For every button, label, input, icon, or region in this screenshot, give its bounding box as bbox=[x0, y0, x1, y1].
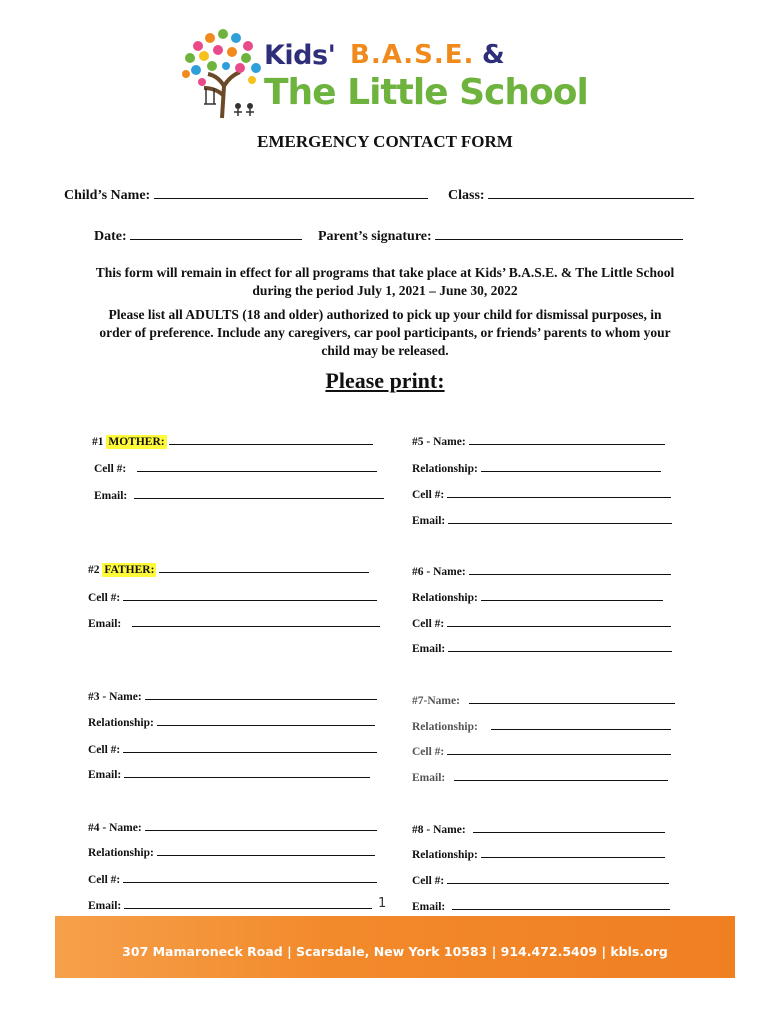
contact-5-name-row bbox=[412, 432, 665, 448]
please-print-heading: Please print: bbox=[325, 368, 445, 393]
adults-line-2: order of preference. Include any caregivers, car pool participants, or friends’ parents to whom your bbox=[99, 325, 671, 340]
contact-8-name-field[interactable] bbox=[473, 820, 665, 833]
contact-1-name-row bbox=[92, 432, 373, 448]
contact-5-cell-field[interactable] bbox=[447, 485, 671, 498]
contact-6-cell-label: Cell #: bbox=[412, 618, 445, 630]
adults-line-3: child may be released. bbox=[321, 343, 449, 358]
child-name-row bbox=[64, 186, 428, 204]
effect-line-1: This form will remain in effect for all programs that take place at Kids’ B.A.S.E. & The Little School bbox=[95, 265, 675, 280]
school-logo bbox=[178, 26, 598, 121]
contact-5-name-label: #5 - Name: bbox=[412, 436, 466, 448]
contact-2-cell-row bbox=[88, 588, 377, 604]
contact-4-name-field[interactable] bbox=[145, 818, 377, 831]
contact-4-cell-label: Cell #: bbox=[88, 874, 121, 886]
effect-paragraph bbox=[50, 264, 720, 300]
contact-7-cell-label: Cell #: bbox=[412, 746, 445, 758]
contact-1-email-row bbox=[94, 486, 384, 502]
contact-8-name-label: #8 - Name: bbox=[412, 824, 466, 836]
contact-6-name-label: #6 - Name: bbox=[412, 566, 466, 578]
tree-icon bbox=[178, 26, 268, 121]
contact-3-relationship-row bbox=[88, 713, 375, 729]
child-name-field[interactable] bbox=[154, 186, 428, 199]
contact-7-name-label: #7-Name: bbox=[412, 695, 460, 707]
contact-5-email-row bbox=[412, 511, 672, 527]
contact-3-relationship-field[interactable] bbox=[157, 713, 375, 726]
parent-signature-row bbox=[318, 227, 683, 245]
contact-7-email-field[interactable] bbox=[454, 768, 668, 781]
contact-2-name-field[interactable] bbox=[159, 560, 369, 573]
contact-6-email-field[interactable] bbox=[448, 639, 672, 652]
contact-6-cell-field[interactable] bbox=[447, 614, 671, 627]
contact-2-email-field[interactable] bbox=[132, 614, 380, 627]
contact-4-email-label: Email: bbox=[88, 900, 122, 912]
contact-2-email-row bbox=[88, 614, 380, 630]
contact-4-email-field[interactable] bbox=[124, 896, 372, 909]
adults-paragraph bbox=[50, 306, 720, 360]
contact-6-name-field[interactable] bbox=[469, 562, 671, 575]
contact-6-relationship-field[interactable] bbox=[481, 588, 663, 601]
parent-signature-label: Parent’s signature: bbox=[318, 229, 432, 244]
contact-8-email-label: Email: bbox=[412, 901, 446, 913]
contact-6-email-label: Email: bbox=[412, 643, 446, 655]
contact-5-cell-row bbox=[412, 485, 671, 501]
contact-7-relationship-label: Relationship: bbox=[412, 721, 478, 733]
footer-address: 307 Mamaroneck Road | Scarsdale, New York 10583 | 914.472.5409 | kbls.org bbox=[122, 944, 668, 959]
contact-7-name-row bbox=[412, 691, 675, 707]
contact-3-email-row bbox=[88, 765, 370, 781]
contact-8-relationship-field[interactable] bbox=[481, 845, 665, 858]
contact-3-name-row bbox=[88, 687, 377, 703]
contact-8-cell-label: Cell #: bbox=[412, 875, 445, 887]
contact-1-email-field[interactable] bbox=[134, 486, 384, 499]
contact-6-cell-row bbox=[412, 614, 671, 630]
adults-line-1: Please list all ADULTS (18 and older) authorized to pick up your child for dismissal purposes, in bbox=[108, 307, 662, 322]
contact-4-relationship-row bbox=[88, 843, 375, 859]
contact-7-email-row bbox=[412, 768, 668, 784]
contact-1-cell-label: Cell #: bbox=[94, 463, 127, 475]
contact-4-relationship-label: Relationship: bbox=[88, 847, 154, 859]
contact-2-name-row bbox=[88, 560, 369, 576]
contact-5-cell-label: Cell #: bbox=[412, 489, 445, 501]
logo-base-text: B.A.S.E. bbox=[350, 40, 475, 70]
contact-7-cell-row bbox=[412, 742, 671, 758]
contact-4-cell-row bbox=[88, 870, 377, 886]
contact-8-relationship-label: Relationship: bbox=[412, 849, 478, 861]
contact-3-name-label: #3 - Name: bbox=[88, 691, 142, 703]
contact-8-cell-row bbox=[412, 871, 669, 887]
contact-6-relationship-row bbox=[412, 588, 663, 604]
contact-6-email-row bbox=[412, 639, 672, 655]
contact-2-number: #2 bbox=[88, 564, 100, 576]
date-field[interactable] bbox=[130, 227, 302, 240]
contact-8-email-field[interactable] bbox=[452, 897, 670, 910]
contact-6-name-row bbox=[412, 562, 671, 578]
contact-4-name-label: #4 - Name: bbox=[88, 822, 142, 834]
contact-3-cell-label: Cell #: bbox=[88, 744, 121, 756]
contact-3-name-field[interactable] bbox=[145, 687, 377, 700]
contact-3-email-field[interactable] bbox=[124, 765, 370, 778]
contact-8-name-row bbox=[412, 820, 665, 836]
contact-6-relationship-label: Relationship: bbox=[412, 592, 478, 604]
contact-2-email-label: Email: bbox=[88, 618, 122, 630]
contact-7-cell-field[interactable] bbox=[447, 742, 671, 755]
contact-5-relationship-label: Relationship: bbox=[412, 463, 478, 475]
contact-3-relationship-label: Relationship: bbox=[88, 717, 154, 729]
contact-1-email-label: Email: bbox=[94, 490, 128, 502]
contact-5-relationship-field[interactable] bbox=[481, 459, 661, 472]
contact-4-cell-field[interactable] bbox=[123, 870, 377, 883]
date-row bbox=[94, 227, 302, 245]
father-label: FATHER: bbox=[104, 564, 155, 576]
contact-2-cell-label: Cell #: bbox=[88, 592, 121, 604]
parent-signature-field[interactable] bbox=[435, 227, 683, 240]
contact-3-cell-field[interactable] bbox=[123, 740, 377, 753]
contact-8-cell-field[interactable] bbox=[447, 871, 669, 884]
contact-8-relationship-row bbox=[412, 845, 665, 861]
class-field[interactable] bbox=[488, 186, 694, 199]
effect-line-2: during the period July 1, 2021 – June 30, 2022 bbox=[252, 283, 518, 298]
page-number: 1 bbox=[378, 896, 387, 911]
contact-7-relationship-row bbox=[412, 717, 671, 733]
contact-1-cell-field[interactable] bbox=[137, 459, 377, 472]
logo-amp-text: & bbox=[482, 40, 505, 70]
contact-1-number: #1 bbox=[92, 436, 104, 448]
contact-1-cell-row bbox=[94, 459, 377, 475]
contact-5-email-label: Email: bbox=[412, 515, 446, 527]
contact-7-relationship-field[interactable] bbox=[491, 717, 671, 730]
contact-5-name-field[interactable] bbox=[469, 432, 665, 445]
contact-5-email-field[interactable] bbox=[448, 511, 672, 524]
contact-3-cell-row bbox=[88, 740, 377, 756]
contact-3-email-label: Email: bbox=[88, 769, 122, 781]
contact-2-cell-field[interactable] bbox=[123, 588, 377, 601]
contact-4-relationship-field[interactable] bbox=[157, 843, 375, 856]
date-label: Date: bbox=[94, 229, 127, 244]
class-row bbox=[448, 186, 694, 204]
contact-1-name-field[interactable] bbox=[169, 432, 373, 445]
child-name-label: Child’s Name: bbox=[64, 188, 151, 203]
contact-4-name-row bbox=[88, 818, 377, 834]
contact-4-email-row bbox=[88, 896, 372, 912]
logo-school-text: The Little School bbox=[264, 72, 588, 113]
class-label: Class: bbox=[448, 188, 485, 203]
contact-7-email-label: Email: bbox=[412, 772, 446, 784]
footer-banner bbox=[55, 916, 735, 978]
mother-label: MOTHER: bbox=[108, 436, 165, 448]
contact-8-email-row bbox=[412, 897, 670, 913]
contact-5-relationship-row bbox=[412, 459, 661, 475]
form-title: EMERGENCY CONTACT FORM bbox=[257, 132, 513, 151]
contact-7-name-field[interactable] bbox=[469, 691, 675, 704]
logo-kids-text: Kids' bbox=[264, 40, 336, 71]
